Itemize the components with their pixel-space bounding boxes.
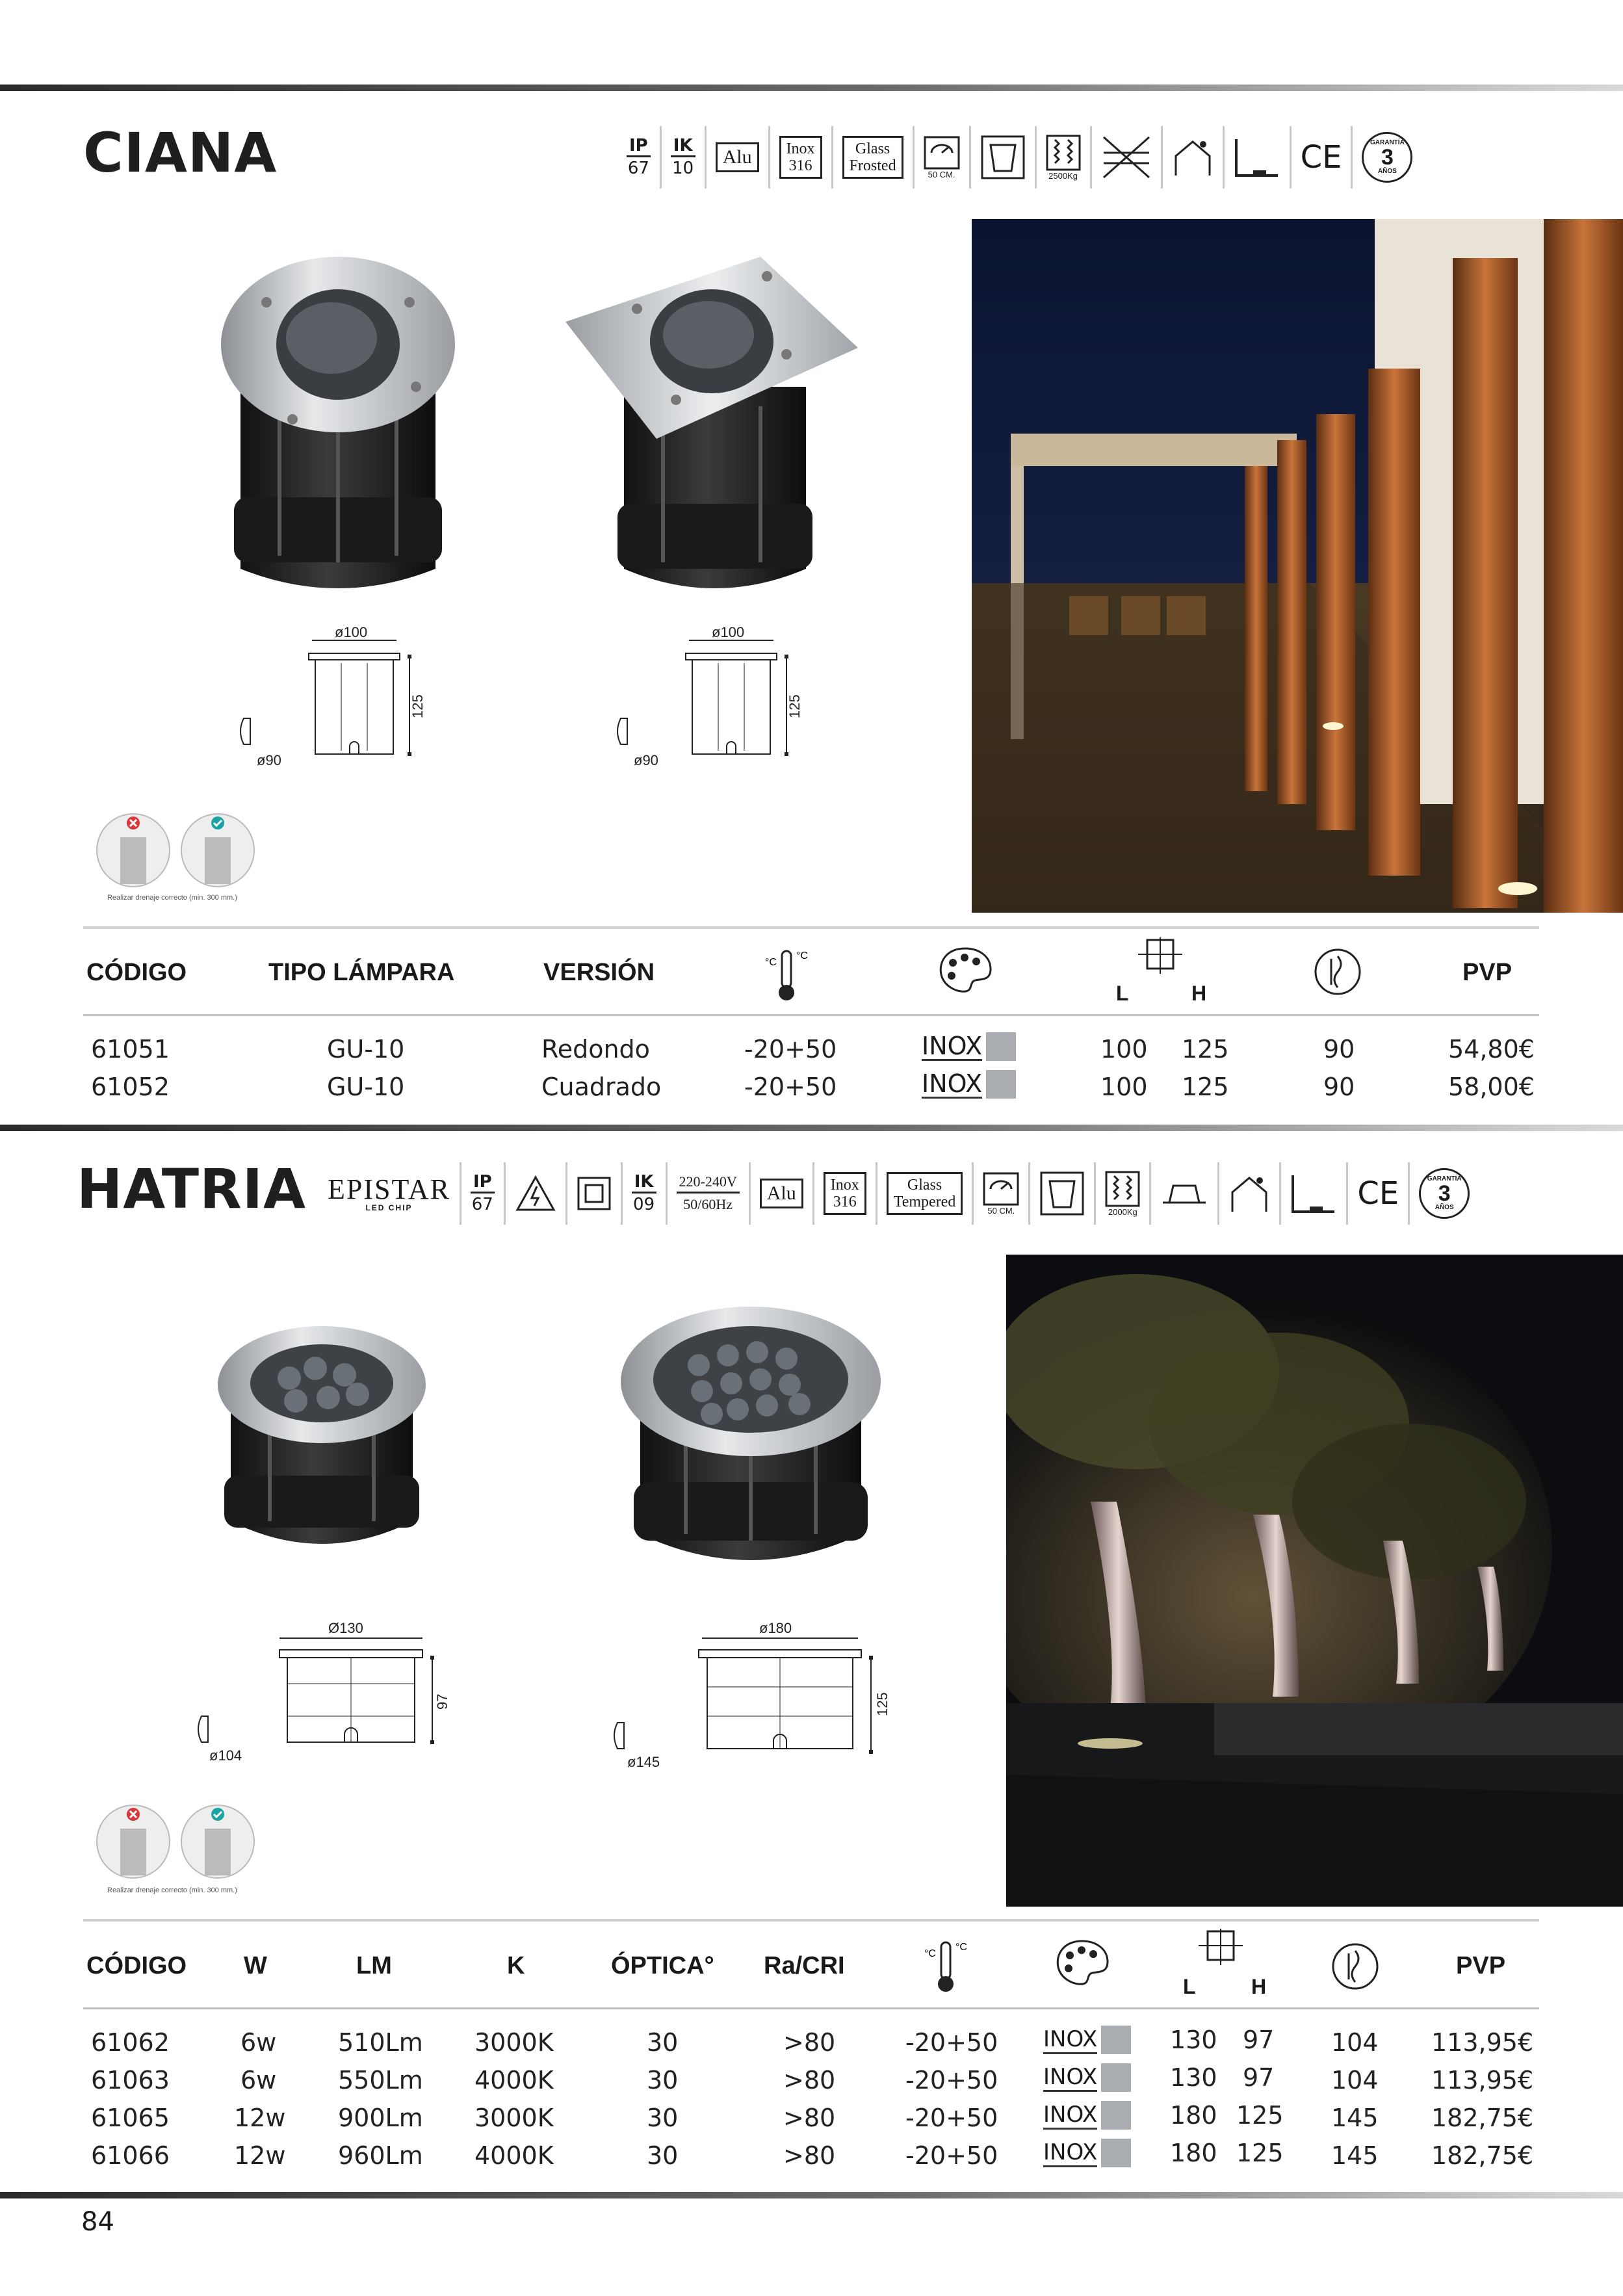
outdoor-icon — [1163, 126, 1225, 189]
finish-swatch — [1101, 2139, 1131, 2167]
ciana-drainage-diagram — [94, 811, 257, 896]
cell-w: 12w — [234, 2141, 286, 2170]
cell-temp: -20+50 — [905, 2141, 998, 2170]
ciana-square-product-image — [565, 257, 858, 601]
cell-temp: -20+50 — [744, 1035, 837, 1063]
ciana-hdr-code: CÓDIGO — [86, 959, 187, 986]
ciana-dim-hole-2: ø90 — [634, 752, 658, 768]
cell-hole: 145 — [1331, 2104, 1379, 2132]
cell-price: 54,80€ — [1448, 1035, 1535, 1063]
class-ii-icon — [567, 1162, 623, 1225]
ip-rating: IP 67 — [617, 126, 662, 189]
hatria-hdr-w: W — [244, 1952, 267, 1979]
cell-L: 180 — [1170, 2139, 1217, 2167]
top-divider — [0, 85, 1623, 91]
svg-text:°C: °C — [924, 1948, 936, 1959]
finish-swatch — [1101, 2026, 1131, 2054]
cell-price: 113,95€ — [1431, 2028, 1534, 2057]
cell-lamp: GU-10 — [327, 1035, 405, 1063]
ik-rating: IK 10 — [662, 126, 707, 189]
ciana-hdr-price: PVP — [1462, 959, 1513, 986]
cell-k: 4000K — [474, 2141, 554, 2170]
hatria-hdr-k: K — [507, 1952, 525, 1979]
material-inox: Inox 316 — [770, 126, 833, 189]
recessed-icon — [1030, 1162, 1096, 1225]
hatria-dim-side-2: 125 — [874, 1692, 890, 1716]
dimensions-icon — [1134, 936, 1186, 975]
hatria-6w-product-image — [218, 1326, 426, 1560]
ciana-hdr-L: L — [1116, 982, 1129, 1005]
cell-hole: 104 — [1331, 2028, 1379, 2057]
ik-rating: IK 09 — [623, 1162, 668, 1225]
hatria-hdr-optic: ÓPTICA° — [611, 1952, 714, 1979]
hatria-drainage-diagram — [94, 1803, 257, 1887]
surface-icon — [1281, 1162, 1348, 1225]
cell-k: 4000K — [474, 2066, 554, 2094]
hatria-icon-strip — [318, 1162, 1479, 1225]
ciana-dim-top-1: ø100 — [335, 627, 368, 640]
material-inox: Inox 316 — [814, 1162, 877, 1225]
ciana-icon-strip — [617, 126, 1422, 189]
ciana-dim-side-2: 125 — [786, 694, 803, 718]
hatria-table-top-line — [83, 1919, 1539, 1922]
electric-warning-icon — [506, 1162, 567, 1225]
hatria-hdr-L: L — [1183, 1975, 1196, 1998]
color-palette-icon — [1053, 1937, 1111, 1989]
cell-price: 113,95€ — [1431, 2066, 1534, 2094]
distance-icon: 50 CM. — [915, 126, 971, 189]
ciana-round-technical-drawing — [227, 627, 448, 783]
cell-optic: 30 — [647, 2066, 679, 2094]
cell-hole: 104 — [1331, 2066, 1379, 2094]
cell-code: 61051 — [91, 1035, 170, 1063]
ciana-title: CIANA — [83, 121, 278, 185]
ciana-round-product-image — [221, 257, 455, 601]
ciana-drainage-note: Realizar drenaje correcto (min. 300 mm.) — [107, 894, 237, 902]
cell-finish: INOX — [1043, 2101, 1131, 2130]
cell-finish: INOX — [1043, 2026, 1131, 2054]
cell-code: 61063 — [91, 2066, 170, 2094]
hatria-dim-hole-2: ø145 — [627, 1754, 660, 1770]
temperature-icon — [764, 946, 809, 1004]
cell-L: 100 — [1100, 1073, 1148, 1101]
cell-temp: -20+50 — [905, 2028, 998, 2057]
no-cover-icon — [1092, 126, 1163, 189]
cell-price: 182,75€ — [1431, 2104, 1534, 2132]
cutout-icon — [1329, 1940, 1381, 1992]
cell-H: 125 — [1182, 1035, 1229, 1063]
hatria-dim-hole-1: ø104 — [209, 1747, 242, 1764]
cell-optic: 30 — [647, 2104, 679, 2132]
cell-w: 6w — [240, 2066, 277, 2094]
cell-optic: 30 — [647, 2141, 679, 2170]
cell-k: 3000K — [474, 2028, 554, 2057]
ce-mark-icon: CE — [1292, 126, 1353, 189]
footer-divider — [0, 2192, 1623, 2198]
dimensions-icon — [1195, 1927, 1247, 1966]
section-divider — [0, 1125, 1623, 1131]
cell-cri: >80 — [783, 2141, 836, 2170]
cell-lm: 510Lm — [338, 2028, 423, 2057]
cell-H: 125 — [1236, 2139, 1284, 2167]
flush-mount-icon — [1151, 1162, 1219, 1225]
cell-version: Redondo — [541, 1035, 650, 1063]
svg-text:°C: °C — [796, 950, 808, 961]
hatria-12w-product-image — [621, 1307, 881, 1580]
cell-finish: INOX — [922, 1070, 1016, 1099]
cell-lm: 900Lm — [338, 2104, 423, 2132]
material-alu: Alu — [707, 126, 770, 189]
cell-finish: INOX — [1043, 2139, 1131, 2167]
finish-swatch — [1101, 2101, 1131, 2130]
cell-temp: -20+50 — [905, 2066, 998, 2094]
cell-w: 12w — [234, 2104, 286, 2132]
svg-text:°C: °C — [955, 1942, 967, 1953]
outdoor-icon — [1219, 1162, 1281, 1225]
distance-icon: 50 CM. — [974, 1162, 1030, 1225]
ciana-table-top-line — [83, 926, 1539, 929]
ce-mark-icon: CE — [1348, 1162, 1410, 1225]
hatria-ambient-photo — [1006, 1255, 1623, 1907]
hatria-hdr-cri: Ra/CRI — [764, 1952, 845, 1979]
color-palette-icon — [936, 945, 994, 997]
finish-swatch — [986, 1032, 1016, 1061]
cell-hole: 145 — [1331, 2141, 1379, 2170]
cell-L: 130 — [1170, 2063, 1217, 2092]
ciana-square-technical-drawing — [604, 627, 825, 783]
cell-H: 97 — [1243, 2063, 1275, 2092]
hatria-hdr-lm: LM — [356, 1952, 392, 1979]
cell-lamp: GU-10 — [327, 1073, 405, 1101]
cell-finish: INOX — [1043, 2063, 1131, 2092]
cutout-icon — [1312, 946, 1364, 998]
warranty-badge-icon: GARANTÍA 3 AÑOS — [1353, 126, 1422, 189]
cell-H: 97 — [1243, 2026, 1275, 2054]
ciana-dim-hole-1: ø90 — [257, 752, 281, 768]
cell-code: 61066 — [91, 2141, 170, 2170]
ip-rating: IP 67 — [461, 1162, 506, 1225]
cell-price: 58,00€ — [1448, 1073, 1535, 1101]
cell-cri: >80 — [783, 2104, 836, 2132]
hatria-hdr-code: CÓDIGO — [86, 1952, 187, 1979]
load-icon: 2000Kg — [1096, 1162, 1151, 1225]
ciana-ambient-photo — [972, 219, 1623, 913]
cell-L: 100 — [1100, 1035, 1148, 1063]
page-number: 84 — [81, 2207, 114, 2237]
load-icon: 2500Kg — [1037, 126, 1092, 189]
epistar-logo: EPISTAR LED CHIP — [318, 1162, 461, 1225]
cell-cri: >80 — [783, 2028, 836, 2057]
cell-w: 6w — [240, 2028, 277, 2057]
ciana-table-header-line — [83, 1014, 1539, 1016]
cell-lm: 550Lm — [338, 2066, 423, 2094]
hatria-dim-top-1: Ø130 — [328, 1620, 363, 1636]
cell-code: 61065 — [91, 2104, 170, 2132]
material-alu: Alu — [751, 1162, 814, 1225]
svg-text:°C: °C — [765, 957, 777, 968]
cell-lm: 960Lm — [338, 2141, 423, 2170]
hatria-dim-top-2: ø180 — [759, 1620, 792, 1636]
cell-code: 61062 — [91, 2028, 170, 2057]
warranty-badge-icon: GARANTÍA 3 AÑOS — [1410, 1162, 1479, 1225]
hatria-title: HATRIA — [77, 1157, 307, 1221]
ciana-hdr-version: VERSIÓN — [543, 959, 655, 986]
temperature-icon — [923, 1937, 968, 1996]
cell-L: 180 — [1170, 2101, 1217, 2130]
cell-temp: -20+50 — [744, 1073, 837, 1101]
cell-H: 125 — [1182, 1073, 1229, 1101]
voltage-spec: 220-240V 50/60Hz — [668, 1162, 751, 1225]
hatria-drainage-note: Realizar drenaje correcto (min. 300 mm.) — [107, 1886, 237, 1894]
hatria-6w-technical-drawing — [182, 1619, 468, 1775]
cell-hole: 90 — [1323, 1073, 1355, 1101]
hatria-hdr-H: H — [1251, 1975, 1267, 1998]
cell-code: 61052 — [91, 1073, 170, 1101]
ciana-hdr-lamp: TIPO LÁMPARA — [268, 959, 455, 986]
cell-k: 3000K — [474, 2104, 554, 2132]
cell-optic: 30 — [647, 2028, 679, 2057]
cell-cri: >80 — [783, 2066, 836, 2094]
ciana-hdr-H: H — [1191, 982, 1207, 1005]
cell-L: 130 — [1170, 2026, 1217, 2054]
hatria-hdr-price: PVP — [1456, 1952, 1506, 1979]
glass-type: Glass Tempered — [877, 1162, 974, 1225]
hatria-table-header-line — [83, 2007, 1539, 2009]
finish-swatch — [986, 1070, 1016, 1099]
ciana-dim-side-1: 125 — [409, 694, 426, 718]
hatria-dim-side-1: 97 — [434, 1693, 450, 1710]
cell-version: Cuadrado — [541, 1073, 662, 1101]
ciana-dim-top-2: ø100 — [712, 627, 745, 640]
hatria-12w-technical-drawing — [598, 1619, 897, 1781]
cell-finish: INOX — [922, 1032, 1016, 1061]
surface-icon — [1225, 126, 1292, 189]
cell-temp: -20+50 — [905, 2104, 998, 2132]
finish-swatch — [1101, 2063, 1131, 2092]
cell-hole: 90 — [1323, 1035, 1355, 1063]
cell-H: 125 — [1236, 2101, 1284, 2130]
cell-price: 182,75€ — [1431, 2141, 1534, 2170]
glass-type: Glass Frosted — [833, 126, 915, 189]
recessed-icon — [971, 126, 1037, 189]
